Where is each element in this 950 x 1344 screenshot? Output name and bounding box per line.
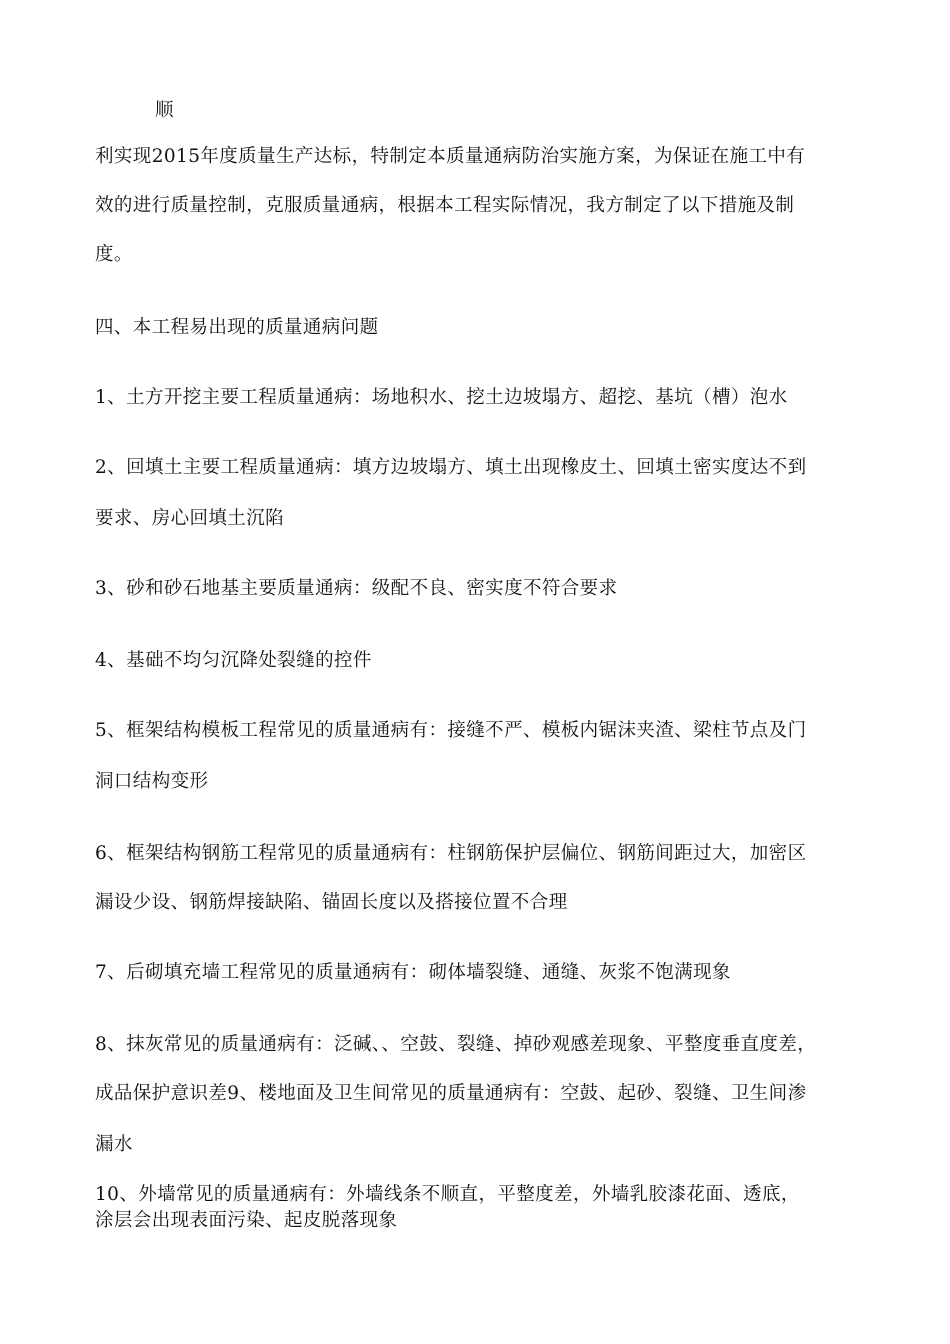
list-item-6: 6、框架结构钢筋工程常见的质量通病有：柱钢筋保护层偏位、钢筋间距过大，加密区 [95,843,807,864]
list-item-2-cont: 要求、房心回填土沉陷 [95,508,285,529]
text-line-intro-3: 度。 [95,244,133,265]
list-item-8-cont-9: 成品保护意识差9、楼地面及卫生间常见的质量通病有：空鼓、起砂、裂缝、卫生间渗 [95,1083,807,1104]
list-item-1: 1、土方开挖主要工程质量通病：场地积水、挖土边坡塌方、超挖、基坑（槽）泡水 [95,387,788,408]
list-item-2: 2、回填土主要工程质量通病：填方边坡塌方、填土出现橡皮土、回填土密实度达不到 [95,457,807,478]
section-heading-four: 四、本工程易出现的质量通病问题 [95,317,379,338]
list-item-8: 8、抹灰常见的质量通病有：泛碱、、空鼓、裂缝、掉砂观感差现象、平整度垂直度差， [95,1034,817,1055]
list-item-5-cont: 洞口结构变形 [95,771,209,792]
text-line-intro-2: 效的进行质量控制，克服质量通病，根据本工程实际情况，我方制定了以下措施及制 [95,195,795,216]
list-item-10: 10、外墙常见的质量通病有：外墙线条不顺直，平整度差，外墙乳胶漆花面、透底， [95,1184,800,1205]
list-item-5: 5、框架结构模板工程常见的质量通病有：接缝不严、模板内锯沫夹渣、梁柱节点及门 [95,720,807,741]
text-line-shun: 顺 [155,100,174,121]
list-item-10-cont: 涂层会出现表面污染、起皮脱落现象 [95,1210,398,1231]
list-item-4: 4、基础不均匀沉降处裂缝的控件 [95,650,372,671]
text-line-intro-1: 利实现2015年度质量生产达标，特制定本质量通病防治实施方案，为保证在施工中有 [95,146,806,167]
list-item-3: 3、砂和砂石地基主要质量通病：级配不良、密实度不符合要求 [95,578,618,599]
list-item-6-cont: 漏设少设、钢筋焊接缺陷、锚固长度以及搭接位置不合理 [95,892,568,913]
list-item-9-cont: 漏水 [95,1134,133,1155]
list-item-7: 7、后砌填充墙工程常见的质量通病有：砌体墙裂缝、通缝、灰浆不饱满现象 [95,962,731,983]
